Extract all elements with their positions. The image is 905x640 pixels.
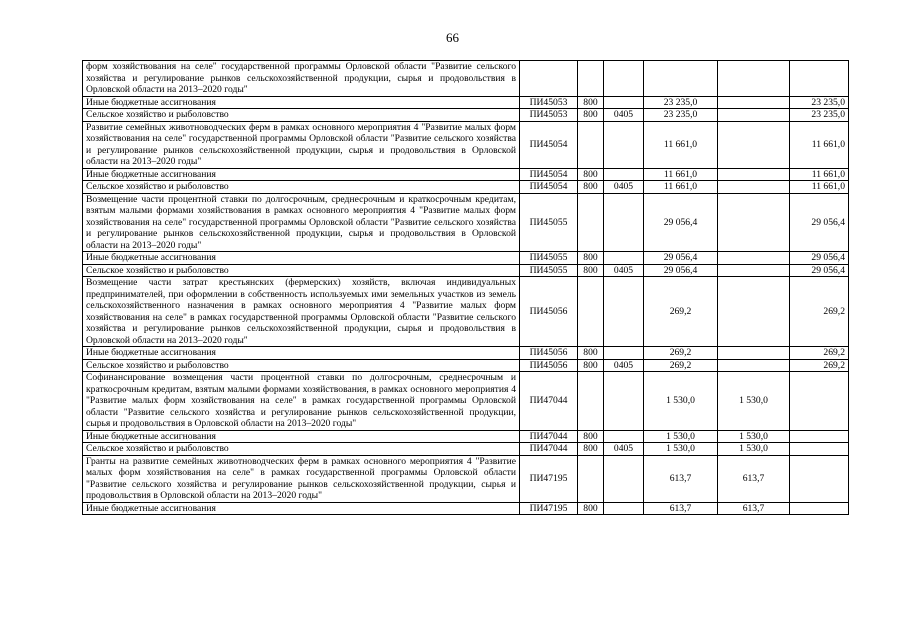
row-target-code: ПИ45055 xyxy=(520,252,578,265)
row-total-amount: 23 235,0 xyxy=(644,96,718,109)
row-total-amount: 613,7 xyxy=(644,502,718,515)
row-expense-type: 800 xyxy=(578,359,604,372)
row-federal-amount: 613,7 xyxy=(718,455,790,502)
row-expense-type: 800 xyxy=(578,347,604,360)
row-section-code xyxy=(604,121,644,168)
row-target-code: ПИ45056 xyxy=(520,277,578,347)
row-section-code xyxy=(604,168,644,181)
table-row xyxy=(83,181,849,194)
row-section-code xyxy=(604,502,644,515)
row-section-code xyxy=(604,430,644,443)
row-description: Иные бюджетные ассигнования xyxy=(83,252,520,265)
table-row xyxy=(83,121,849,168)
row-federal-amount xyxy=(718,277,790,347)
row-federal-amount xyxy=(718,359,790,372)
row-regional-amount: 269,2 xyxy=(790,359,849,372)
row-target-code: ПИ45054 xyxy=(520,181,578,194)
row-target-code: ПИ45053 xyxy=(520,96,578,109)
row-total-amount: 269,2 xyxy=(644,347,718,360)
row-federal-amount xyxy=(718,109,790,122)
row-federal-amount: 1 530,0 xyxy=(718,372,790,431)
row-expense-type xyxy=(578,121,604,168)
row-section-code xyxy=(604,455,644,502)
table-row xyxy=(83,61,849,97)
table-row xyxy=(83,277,849,347)
row-description: Возмещение части процентной ставки по долгосрочным, среднесрочным и краткосрочным кредитам, взятым малыми формами хозяйствования в рамках основного мероприятия 4 "Развитие малых форм хозяйствования на селе" государственной программы Орловской области "Развитие сельского хозяйства и регулирование рынков сельскохозяйственной продукции, сырья и продовольствия в Орловской области на 2013–2020 годы" xyxy=(83,193,520,252)
row-target-code: ПИ45055 xyxy=(520,193,578,252)
row-federal-amount xyxy=(718,168,790,181)
table-row xyxy=(83,443,849,456)
row-expense-type: 800 xyxy=(578,96,604,109)
table-row xyxy=(83,359,849,372)
row-target-code: ПИ47044 xyxy=(520,430,578,443)
row-section-code: 0405 xyxy=(604,359,644,372)
table-row xyxy=(83,502,849,515)
row-expense-type: 800 xyxy=(578,168,604,181)
row-regional-amount: 29 056,4 xyxy=(790,252,849,265)
row-regional-amount: 11 661,0 xyxy=(790,168,849,181)
row-target-code: ПИ45056 xyxy=(520,347,578,360)
table-row xyxy=(83,252,849,265)
row-description: форм хозяйствования на селе" государственной программы Орловской области "Развитие сельского хозяйства и регулирование рынков сельскохозяйственной продукции, сырья и продовольствия в Орловской области на 2013–2020 годы" xyxy=(83,61,520,97)
row-regional-amount xyxy=(790,455,849,502)
row-federal-amount xyxy=(718,264,790,277)
row-description: Иные бюджетные ассигнования xyxy=(83,96,520,109)
row-section-code xyxy=(604,277,644,347)
row-target-code: ПИ47044 xyxy=(520,372,578,431)
row-total-amount: 269,2 xyxy=(644,359,718,372)
budget-table xyxy=(82,60,849,515)
table-row xyxy=(83,264,849,277)
row-expense-type: 800 xyxy=(578,109,604,122)
row-regional-amount: 269,2 xyxy=(790,347,849,360)
row-regional-amount: 29 056,4 xyxy=(790,264,849,277)
table-row xyxy=(83,372,849,431)
row-description: Гранты на развитие семейных животноводческих ферм в рамках основного мероприятия 4 "Развитие малых форм хозяйствования на селе" в рамках государственной программы Орловской области "Развитие сельского хозяйства и регулирование рынков сельскохозяйственной продукции, сырья и продовольствия в Орловской области на 2013–2020 годы" xyxy=(83,455,520,502)
row-regional-amount xyxy=(790,443,849,456)
row-section-code: 0405 xyxy=(604,181,644,194)
row-federal-amount: 613,7 xyxy=(718,502,790,515)
row-regional-amount: 23 235,0 xyxy=(790,96,849,109)
row-federal-amount xyxy=(718,121,790,168)
row-expense-type xyxy=(578,61,604,97)
row-expense-type xyxy=(578,455,604,502)
row-regional-amount: 23 235,0 xyxy=(790,109,849,122)
row-expense-type: 800 xyxy=(578,502,604,515)
row-total-amount: 1 530,0 xyxy=(644,372,718,431)
row-description: Иные бюджетные ассигнования xyxy=(83,502,520,515)
row-total-amount: 23 235,0 xyxy=(644,109,718,122)
row-expense-type: 800 xyxy=(578,181,604,194)
row-federal-amount xyxy=(718,252,790,265)
row-total-amount: 11 661,0 xyxy=(644,121,718,168)
row-target-code: ПИ47195 xyxy=(520,455,578,502)
row-expense-type: 800 xyxy=(578,252,604,265)
row-section-code xyxy=(604,193,644,252)
row-total-amount: 29 056,4 xyxy=(644,193,718,252)
row-description: Сельское хозяйство и рыболовство xyxy=(83,359,520,372)
row-federal-amount xyxy=(718,347,790,360)
row-regional-amount: 11 661,0 xyxy=(790,121,849,168)
row-total-amount: 269,2 xyxy=(644,277,718,347)
row-section-code xyxy=(604,347,644,360)
row-expense-type: 800 xyxy=(578,430,604,443)
row-section-code xyxy=(604,252,644,265)
row-section-code: 0405 xyxy=(604,443,644,456)
row-regional-amount xyxy=(790,430,849,443)
row-target-code: ПИ47044 xyxy=(520,443,578,456)
row-expense-type: 800 xyxy=(578,264,604,277)
row-target-code: ПИ45054 xyxy=(520,168,578,181)
table-row xyxy=(83,109,849,122)
row-total-amount: 11 661,0 xyxy=(644,168,718,181)
row-total-amount: 11 661,0 xyxy=(644,181,718,194)
row-description: Развитие семейных животноводческих ферм в рамках основного мероприятия 4 "Развитие малых форм хозяйствования на селе" государственной программы Орловской области "Развитие сельского хозяйства и регулирование рынков сельскохозяйственной продукции, сырья и продовольствия в Орловской области на 2013–2020 годы" xyxy=(83,121,520,168)
row-section-code xyxy=(604,61,644,97)
row-section-code: 0405 xyxy=(604,109,644,122)
table-row xyxy=(83,168,849,181)
row-description: Иные бюджетные ассигнования xyxy=(83,347,520,360)
row-target-code: ПИ45055 xyxy=(520,264,578,277)
row-federal-amount xyxy=(718,181,790,194)
row-expense-type xyxy=(578,193,604,252)
row-total-amount: 29 056,4 xyxy=(644,252,718,265)
row-federal-amount: 1 530,0 xyxy=(718,430,790,443)
row-federal-amount xyxy=(718,193,790,252)
row-target-code: ПИ45053 xyxy=(520,109,578,122)
row-expense-type xyxy=(578,277,604,347)
row-description: Сельское хозяйство и рыболовство xyxy=(83,443,520,456)
page-number: 66 xyxy=(446,30,459,45)
table-row xyxy=(83,96,849,109)
table-row xyxy=(83,430,849,443)
row-section-code xyxy=(604,372,644,431)
row-description: Иные бюджетные ассигнования xyxy=(83,430,520,443)
table-row xyxy=(83,455,849,502)
row-total-amount: 613,7 xyxy=(644,455,718,502)
row-description: Сельское хозяйство и рыболовство xyxy=(83,109,520,122)
row-total-amount xyxy=(644,61,718,97)
row-target-code xyxy=(520,61,578,97)
row-target-code: ПИ47195 xyxy=(520,502,578,515)
row-section-code: 0405 xyxy=(604,264,644,277)
row-description: Сельское хозяйство и рыболовство xyxy=(83,181,520,194)
row-total-amount: 29 056,4 xyxy=(644,264,718,277)
row-regional-amount: 269,2 xyxy=(790,277,849,347)
row-target-code: ПИ45056 xyxy=(520,359,578,372)
row-description: Сельское хозяйство и рыболовство xyxy=(83,264,520,277)
table-row xyxy=(83,193,849,252)
row-section-code xyxy=(604,96,644,109)
row-regional-amount xyxy=(790,372,849,431)
row-expense-type: 800 xyxy=(578,443,604,456)
row-federal-amount xyxy=(718,96,790,109)
row-regional-amount xyxy=(790,61,849,97)
row-federal-amount xyxy=(718,61,790,97)
row-description: Софинансирование возмещения части процентной ставки по долгосрочным, среднесрочным и краткосрочным кредитам, взятым малыми формами хозяйствования, в рамках основного мероприятия 4 "Развитие малых форм хозяйствования на селе" в рамках государственной программы Орловской области "Развитие сельского хозяйства и регулирование рынков сельскохозяйственной продукции, сырья и продовольствия в Орловской области на 2013–2020 годы" xyxy=(83,372,520,431)
row-regional-amount: 29 056,4 xyxy=(790,193,849,252)
row-description: Иные бюджетные ассигнования xyxy=(83,168,520,181)
row-total-amount: 1 530,0 xyxy=(644,430,718,443)
row-regional-amount: 11 661,0 xyxy=(790,181,849,194)
row-target-code: ПИ45054 xyxy=(520,121,578,168)
row-expense-type xyxy=(578,372,604,431)
table-row xyxy=(83,347,849,360)
row-federal-amount: 1 530,0 xyxy=(718,443,790,456)
row-total-amount: 1 530,0 xyxy=(644,443,718,456)
row-regional-amount xyxy=(790,502,849,515)
row-description: Возмещение части затрат крестьянских (фермерских) хозяйств, включая индивидуальных предпринимателей, при оформлении в собственность используемых ими земельных участков из земель сельскохозяйственного назначения в рамках основного мероприятия 4 "Развитие малых форм хозяйствования на селе" в рамках государственной программы Орловской области "Развитие сельского хозяйства и регулирование рынков сельскохозяйственной продукции, сырья и продовольствия в Орловской области на 2013–2020 годы" xyxy=(83,277,520,347)
